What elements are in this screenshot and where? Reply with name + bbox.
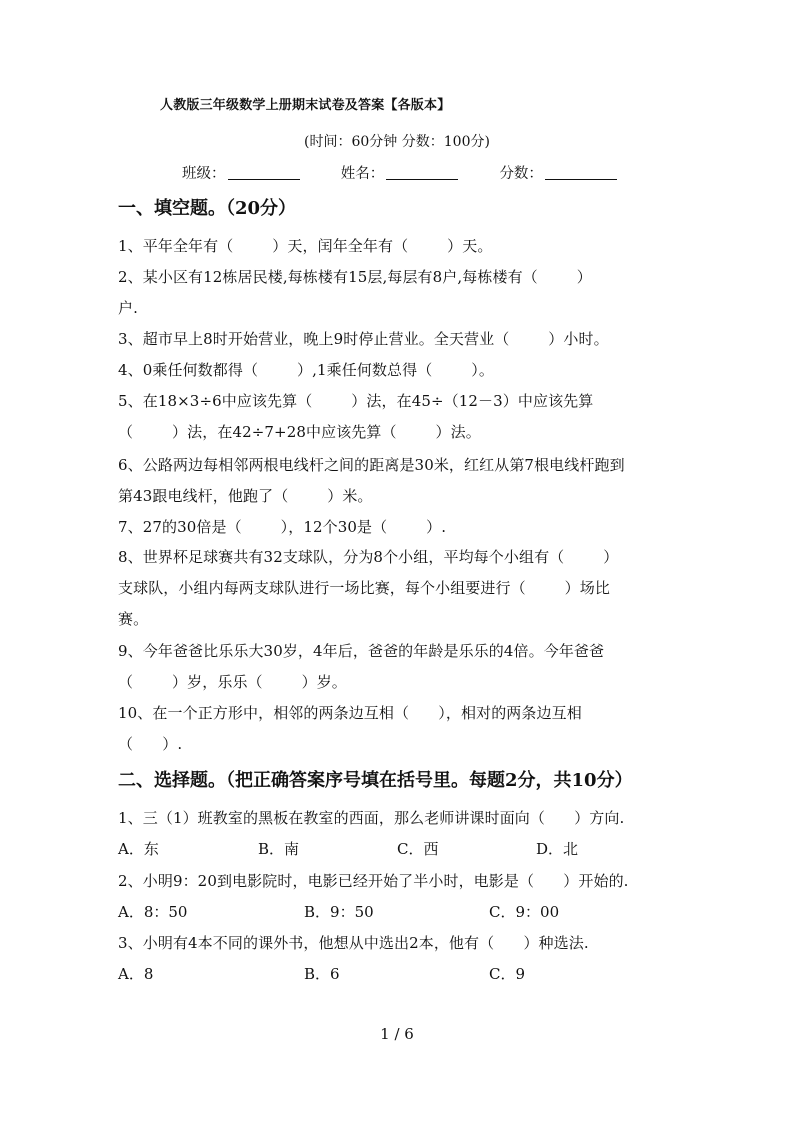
exam-time-score: (时间：60分钟 分数：100分)	[304, 134, 490, 150]
section-2-heading: 二、选择题。（把正确答案序号填在括号里。每题2分，共10分）	[118, 770, 633, 791]
question-line: 4、0乘任何数都得（ ）,1乘任何数总得（ ）。	[118, 361, 494, 379]
question-line: 2、某小区有12栋居民楼,每栋楼有15层,每层有8户,每栋楼有（ ）	[118, 268, 592, 286]
option-a: A．8：50	[118, 903, 188, 921]
class-blank	[228, 165, 300, 180]
option-c: C．9	[489, 965, 526, 983]
name-blank	[386, 165, 458, 180]
question-line: 6、公路两边每相邻两根电线杆之间的距离是30米，红红从第7根电线杆跑到	[118, 456, 625, 474]
student-info-row	[182, 162, 617, 183]
option-a: A．8	[118, 965, 154, 983]
option-d: D．北	[536, 840, 579, 858]
option-c: C．9：00	[489, 903, 560, 921]
option-a: A．东	[118, 840, 159, 858]
choice-question: 2、小明9：20到电影院时，电影已经开始了半小时，电影是（ ）开始的.	[118, 872, 629, 890]
question-line: （ ）.	[118, 735, 183, 753]
question-line: 10、在一个正方形中，相邻的两条边互相（ ），相对的两条边互相	[118, 704, 582, 722]
question-line: 支球队，小组内每两支球队进行一场比赛，每个小组要进行（ ）场比	[118, 579, 610, 597]
name-label: 姓名：	[340, 166, 385, 182]
class-label: 班级：	[182, 166, 226, 182]
question-line: 7、27的30倍是（ ），12个30是（ ）.	[118, 518, 447, 536]
page-number: 1 / 6	[380, 1025, 414, 1043]
option-b: B．6	[304, 965, 340, 983]
option-b: B．9：50	[304, 903, 374, 921]
exam-title: 人教版三年级数学上册期末试卷及答案【各版本】	[160, 98, 451, 113]
section-1-heading: 一、填空题。（20分）	[118, 198, 297, 219]
question-line: 1、平年全年有（ ）天，闰年全年有（ ）天。	[118, 237, 493, 255]
question-line: 3、超市早上8时开始营业，晚上9时停止营业。全天营业（ ）小时。	[118, 330, 609, 348]
question-line: 户.	[118, 299, 138, 317]
question-line: 第43跟电线杆，他跑了（ ）米。	[118, 487, 373, 505]
choice-question: 1、三（1）班教室的黑板在教室的西面，那么老师讲课时面向（ ）方向.	[118, 809, 625, 827]
question-line: 赛。	[118, 610, 149, 628]
score-label: 分数：	[499, 166, 543, 182]
choice-question: 3、小明有4本不同的课外书，他想从中选出2本，他有（ ）种选法.	[118, 934, 589, 952]
question-line: 8、世界杯足球赛共有32支球队，分为8个小组，平均每个小组有（ ）	[118, 548, 619, 566]
option-b: B．南	[258, 840, 300, 858]
question-line: 5、在18×3÷6中应该先算（ ）法，在45÷（12－3）中应该先算	[118, 392, 594, 410]
score-blank	[545, 165, 617, 180]
question-line: 9、今年爸爸比乐乐大30岁，4年后，爸爸的年龄是乐乐的4倍。今年爸爸	[118, 642, 605, 660]
question-line: （ ）岁，乐乐（ ）岁。	[118, 673, 347, 691]
option-c: C．西	[397, 840, 439, 858]
question-line: （ ）法，在42÷7+28中应该先算（ ）法。	[118, 423, 481, 441]
